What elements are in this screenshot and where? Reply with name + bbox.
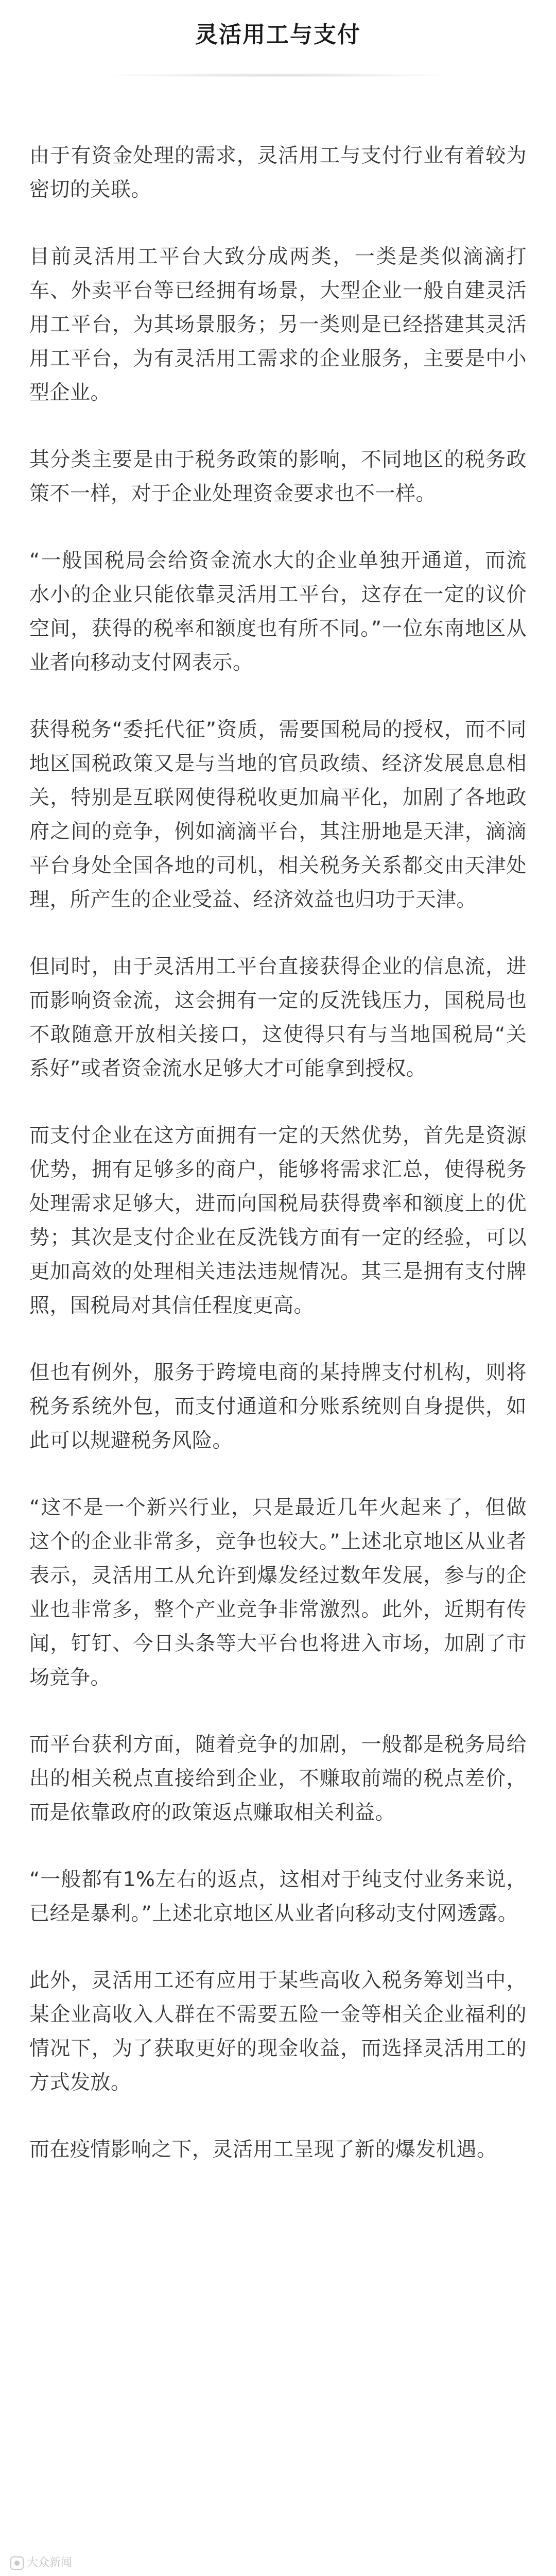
header-divider <box>108 73 448 77</box>
paragraph-8: 但也有例外，服务于跨境电商的某持牌支付机构，则将税务系统外包，而支付通道和分账系统则自身提供，如此可以规避税务风险。 <box>29 1361 527 1452</box>
page-title: 灵活用工与支付 <box>195 22 361 48</box>
source-watermark <box>10 2555 72 2571</box>
news-logo-icon <box>10 2556 24 2570</box>
article-body <box>29 139 527 2200</box>
paragraph-1: 由于有资金处理的需求，灵活用工与支付行业有着较为密切的关联。 <box>29 144 527 201</box>
paragraph-6: 但同时，由于灵活用工平台直接获得企业的信息流，进而影响资金流，这会拥有一定的反洗钱压力，国税局也不敢随意开放相关接口，这使得只有与当地国税局“关系好”或者资金流水足够大才可能拿到授权。 <box>29 955 527 1080</box>
paragraph-13: 而在疫情影响之下，灵活用工呈现了新的爆发机遇。 <box>29 2138 497 2161</box>
paragraph-10: 而平台获利方面，随着竞争的加剧，一般都是税务局给出的相关税点直接给到企业，不赚取前端的税点差价，而是依靠政府的政策返点赚取相关利益。 <box>29 1733 527 1824</box>
paragraph-3: 其分类主要是由于税务政策的影响，不同地区的税务政策不一样，对于企业处理资金要求也不一样。 <box>29 448 527 505</box>
paragraph-5: 获得税务“委托代征”资质，需要国税局的授权，而不同地区国税政策又是与当地的官员政绩、经济发展息息相关，特别是互联网使得税收更加扁平化，加剧了各地政府之间的竞争，例如滴滴平台，其注册地是天津，滴滴平台身处全国各地的司机，相关税务关系都交由天津处理，所产生的企业受益、经济效益也归功于天津。 <box>29 718 527 911</box>
paragraph-2: 目前灵活用工平台大致分成两类，一类是类似滴滴打车、外卖平台等已经拥有场景，大型企业一般自建灵活用工平台，为其场景服务；另一类则是已经搭建其灵活用工平台，为有灵活用工需求的企业服务，主要是中小型企业。 <box>29 245 527 404</box>
watermark-text: 大众新闻 <box>27 2556 73 2569</box>
paragraph-11: “一般都有1%左右的返点，这相对于纯支付业务来说，已经是暴利。”上述北京地区从业者向移动支付网透露。 <box>29 1868 527 1925</box>
paragraph-7: 而支付企业在这方面拥有一定的天然优势，首先是资源优势，拥有足够多的商户，能够将需求汇总，使得税务处理需求足够大，进而向国税局获得费率和额度上的优势；其次是支付企业在反洗钱方面有一定的经验，可以更加高效的处理相关违法违规情况。其三是拥有支付牌照，国税局对其信任程度更高。 <box>29 1124 527 1317</box>
paragraph-4: “一般国税局会给资金流水大的企业单独开通道，而流水小的企业只能依靠灵活用工平台，这存在一定的议价空间，获得的税率和额度也有所不同。”一位东南地区从业者向移动支付网表示。 <box>29 549 527 674</box>
article-header <box>0 0 556 77</box>
paragraph-9: “这不是一个新兴行业，只是最近几年火起来了，但做这个的企业非常多，竞争也较大。”上述北京地区从业者表示，灵活用工从允许到爆发经过数年发展，参与的企业也非常多，整个产业竞争非常激烈。此外，近期有传闻，钉钉、今日头条等大平台也将进入市场，加剧了市场竞争。 <box>29 1496 527 1689</box>
paragraph-12: 此外，灵活用工还有应用于某些高收入税务筹划当中，某企业高收入人群在不需要五险一金等相关企业福利的情况下，为了获取更好的现金收益，而选择灵活用工的方式发放。 <box>29 1969 527 2094</box>
